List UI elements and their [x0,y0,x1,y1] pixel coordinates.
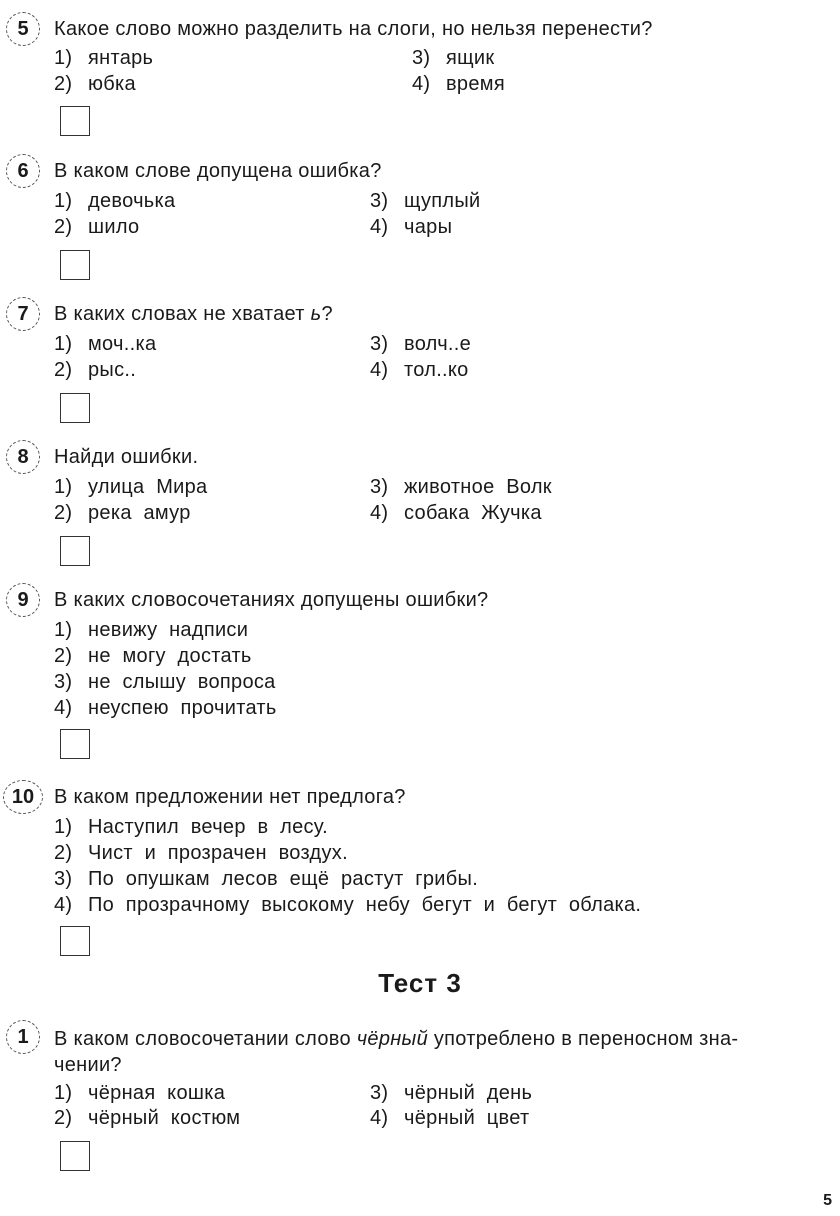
option-2: 2) чёрный костюм [54,1107,241,1129]
option-2: 2) река амур [54,502,191,524]
option-1: 1) чёрная кошка [54,1082,226,1104]
answer-box[interactable] [60,926,90,956]
answer-box[interactable] [60,393,90,423]
page-number: 5 [823,1192,832,1209]
answer-box[interactable] [60,250,90,280]
answer-box[interactable] [60,1141,90,1171]
option-1: 1) девочька [54,190,176,212]
option-3: 3) щуплый [370,190,481,212]
answer-box[interactable] [60,536,90,566]
option-1: 1) улица Мира [54,476,208,498]
option-4: 4) тол..ко [370,359,469,381]
option-4: 4) чёрный цвет [370,1107,530,1129]
option-4: 4) неуспею прочитать [54,697,277,719]
option-3: 3) По опушкам лесов ещё растут грибы. [54,868,479,890]
option-2: 2) Чист и прозрачен воздух. [54,842,348,864]
option-3: 3) волч..е [370,333,472,355]
question-text: В каких словах не хватает ь? [54,303,333,325]
option-3: 3) ящик [412,47,495,69]
question-number-badge: 6 [6,154,40,188]
question-text: В каком предложении нет предлога? [54,786,406,808]
question-number-badge: 8 [6,440,40,474]
option-1: 1) невижу надписи [54,619,249,641]
question-number-badge: 7 [6,297,40,331]
option-3: 3) не слышу вопроса [54,671,276,693]
question-number-badge: 1 [6,1020,40,1054]
question-number-badge: 10 [3,780,43,814]
option-1: 1) Наступил вечер в лесу. [54,816,328,838]
question-text-line-1: В каком словосочетании слово чёрный употреблено в переносном зна- [54,1028,739,1050]
option-2: 2) не могу достать [54,645,252,667]
option-2: 2) шило [54,216,140,238]
option-4: 4) По прозрачному высокому небу бегут и бегут облака. [54,894,642,916]
question-text: Найди ошибки. [54,446,199,468]
option-3: 3) чёрный день [370,1082,533,1104]
question-text: В каких словосочетаниях допущены ошибки? [54,589,489,611]
option-4: 4) время [412,73,505,95]
question-text [54,1026,810,1078]
question-text-line-2: чении? [54,1054,122,1076]
question-number-badge: 9 [6,583,40,617]
option-3: 3) животное Волк [370,476,552,498]
option-2: 2) юбка [54,73,136,95]
option-2: 2) рыс.. [54,359,137,381]
answer-box[interactable] [60,106,90,136]
question-number-badge: 5 [6,12,40,46]
section-title: Тест 3 [378,968,462,998]
answer-box[interactable] [60,729,90,759]
option-1: 1) моч..ка [54,333,157,355]
question-text: Какое слово можно разделить на слоги, но нельзя перенести? [54,18,653,40]
option-4: 4) чары [370,216,453,238]
option-1: 1) янтарь [54,47,154,69]
question-text: В каком слове допущена ошибка? [54,160,382,182]
option-4: 4) собака Жучка [370,502,542,524]
